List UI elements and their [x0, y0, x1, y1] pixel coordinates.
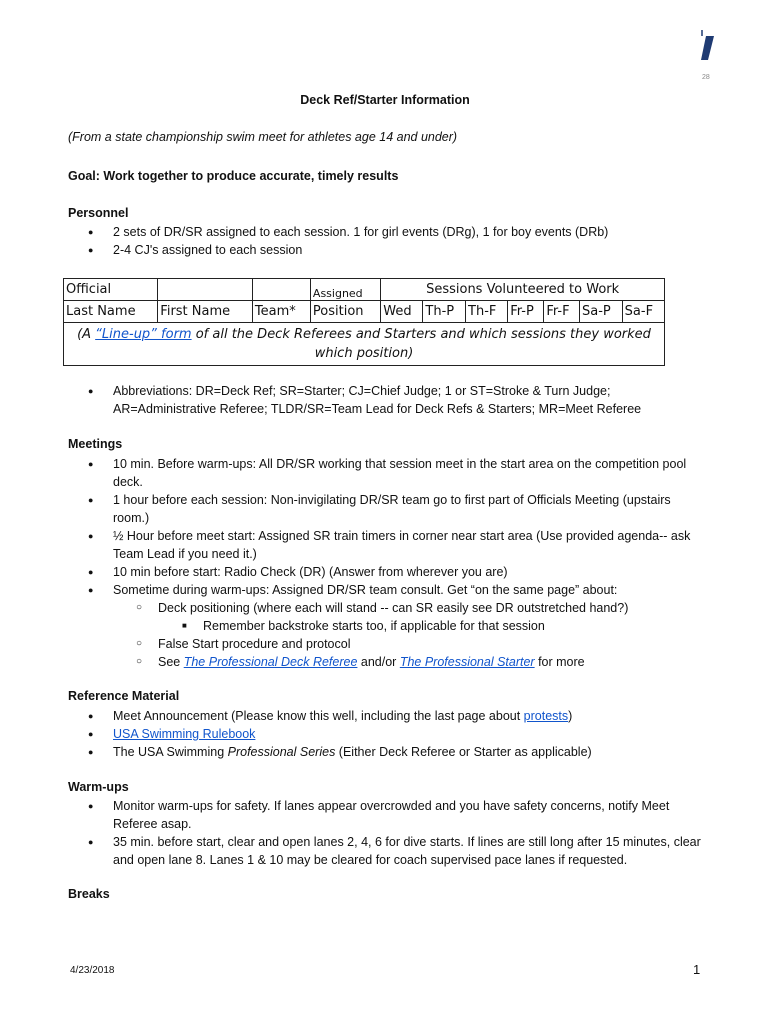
reference-list: [68, 707, 708, 761]
header-blank: [252, 279, 310, 301]
col-fr-p: Fr-P: [508, 301, 544, 323]
logo-caption: 28: [702, 74, 710, 81]
abbreviations-item: ● Abbreviations: DR=Deck Ref; SR=Starter; CJ=Chief Judge; 1 or ST=Stroke & Turn Judge; AR=Administrative Referee; TLDR/SR=Team Lead for Deck Refs & Starters; MR=Meet Referee: [68, 382, 708, 418]
header-assigned: Assigned: [310, 279, 380, 301]
col-team: Team*: [252, 301, 310, 323]
list-item: ● Sometime during warm-ups: Assigned DR/SR team consult. Get “on the same page” about: ○ Deck positioning (where each will stand -- can SR easily see DR outstretched hand?) ■ Remember backstroke starts too, if applicable for that session ○ False Start procedure and protocol ○ See The Professional Deck Referee and/or The Professional Starter for more: [68, 581, 708, 671]
table-row: [64, 301, 665, 323]
col-position: Position: [310, 301, 380, 323]
table-row: [64, 323, 665, 366]
col-sa-p: Sa-P: [580, 301, 623, 323]
list-item: ● Meet Announcement (Please know this well, including the last page about protests): [68, 707, 708, 725]
personnel-list: [68, 223, 708, 259]
col-first-name: First Name: [158, 301, 253, 323]
meetings-heading: Meetings: [68, 437, 123, 451]
meetings-list: [68, 455, 708, 671]
volunteer-table: [63, 278, 665, 366]
list-item: ● Monitor warm-ups for safety. If lanes appear overcrowded and you have safety concerns, notify Meet Referee asap.: [68, 797, 708, 833]
table-row: [64, 279, 665, 301]
col-th-f: Th-F: [466, 301, 508, 323]
sub-sub-list: [158, 617, 708, 635]
header-sessions: Sessions Volunteered to Work: [381, 279, 665, 301]
header-official: Official: [64, 279, 158, 301]
sub-list-item: ○ False Start procedure and protocol: [113, 635, 708, 653]
col-fr-f: Fr-F: [544, 301, 580, 323]
sub-list: [113, 599, 708, 671]
sub-list-item: ○ See The Professional Deck Referee and/or The Professional Starter for more: [113, 653, 708, 671]
line-up-form-link[interactable]: “Line-up” form: [95, 327, 192, 342]
footer-date: 4/23/2018: [70, 965, 115, 976]
warmups-heading: Warm-ups: [68, 780, 129, 794]
abbreviations-list: [68, 382, 708, 418]
list-item: ● The USA Swimming Professional Series (Either Deck Referee or Starter as applicable): [68, 743, 708, 761]
col-last-name: Last Name: [64, 301, 158, 323]
reference-heading: Reference Material: [68, 689, 180, 703]
list-item: ● 10 min before start: Radio Check (DR) (Answer from wherever you are): [68, 563, 708, 581]
professional-starter-link[interactable]: The Professional Starter: [399, 655, 535, 669]
col-sa-f: Sa-F: [622, 301, 664, 323]
breaks-heading: Breaks: [68, 887, 110, 901]
protests-link[interactable]: protests: [523, 709, 569, 723]
list-item: ● 2 sets of DR/SR assigned to each session. 1 for girl events (DRg), 1 for boy events (DRb): [68, 223, 708, 241]
rulebook-link[interactable]: USA Swimming Rulebook: [113, 727, 256, 741]
col-th-p: Th-P: [423, 301, 466, 323]
table-note: (A “Line-up” form of all the Deck Referees and Starters and which sessions they worked which position): [64, 323, 665, 366]
page-number: 1: [693, 962, 701, 977]
personnel-heading: Personnel: [68, 206, 129, 220]
sub-list-item: ○ Deck positioning (where each will stand -- can SR easily see DR outstretched hand?) ■ Remember backstroke starts too, if applicable for that session: [113, 599, 708, 635]
col-wed: Wed: [381, 301, 423, 323]
list-item: ● 1 hour before each session: Non-invigilating DR/SR team go to first part of Officials Meeting (upstairs room.): [68, 491, 708, 527]
page-title: Deck Ref/Starter Information: [300, 93, 470, 107]
list-item: ● 10 min. Before warm-ups: All DR/SR working that session meet in the start area on the competition pool deck.: [68, 455, 708, 491]
goal-statement: Goal: Work together to produce accurate, timely results: [68, 169, 399, 183]
list-item: ● ½ Hour before meet start: Assigned SR train timers in corner near start area (Use provided agenda-- ask Team Lead if you need it.): [68, 527, 708, 563]
list-item: ● 35 min. before start, clear and open lanes 2, 4, 6 for dive starts. If lines are still long after 15 minutes, clear and open lane 8. Lanes 1 & 10 may be cleared for coach supervised pace lanes if requested.: [68, 833, 708, 869]
list-item: [68, 725, 708, 743]
warmups-list: [68, 797, 708, 869]
sub-sub-list-item: ■ Remember backstroke starts too, if applicable for that session: [158, 617, 708, 635]
list-item: ● 2-4 CJ's assigned to each session: [68, 241, 708, 259]
professional-deck-referee-link[interactable]: The Professional Deck Referee: [183, 655, 358, 669]
logo-mark-icon: [696, 26, 716, 72]
subtitle: (From a state championship swim meet for athletes age 14 and under): [68, 130, 458, 144]
header-blank: [158, 279, 253, 301]
